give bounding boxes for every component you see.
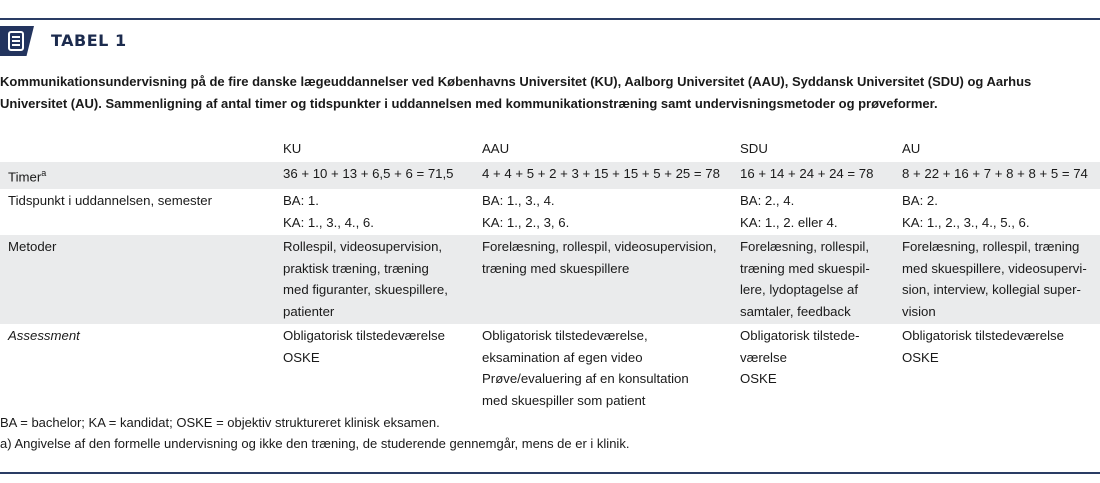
table-cell: Obligatorisk tilstedeværelse OSKE <box>275 324 474 413</box>
table-cell: 36 + 10 + 13 + 6,5 + 6 = 71,5 <box>275 162 474 190</box>
row-label: Metoder <box>0 235 275 324</box>
table-cell: Obligatorisk tilstede- værelse OSKE <box>732 324 894 413</box>
table-row-timer <box>0 162 1100 190</box>
table-cell: Obligatorisk tilstedeværelse, eksamination af egen video Prøve/evaluering af en konsultation med skuespiller som patient <box>474 324 732 413</box>
table-row-tidspunkt <box>0 189 1100 235</box>
table-label: TABEL 1 <box>51 31 127 50</box>
column-header-ku: KU <box>283 141 302 156</box>
table-cell: Forelæsning, rollespil, videosupervision, træning med skuespillere <box>474 235 732 324</box>
table-cell: 8 + 22 + 16 + 7 + 8 + 8 + 5 = 74 <box>894 162 1100 190</box>
table-cell: 16 + 14 + 24 + 24 = 78 <box>732 162 894 190</box>
table-cell: Forelæsning, rollespil, træning med skuespil- lere, lydoptagelse af samtaler, feedback <box>732 235 894 324</box>
table-cell: BA: 2., 4. KA: 1., 2. eller 4. <box>732 189 894 235</box>
row-label: Tidspunkt i uddannelsen, semester <box>0 189 275 235</box>
table-cell: BA: 2. KA: 1., 2., 3., 4., 5., 6. <box>894 189 1100 235</box>
column-header-sdu: SDU <box>740 141 768 156</box>
row-label: Timer$^a$ <box>0 162 275 190</box>
data-table <box>0 136 1100 413</box>
table-row-assessment <box>0 324 1100 413</box>
table-cell: Forelæsning, rollespil, træning med skuespillere, videosupervi- sion, interview, kollegial super- vision <box>894 235 1100 324</box>
column-header-empty <box>0 136 275 162</box>
table-cell: BA: 1., 3., 4. KA: 1., 2., 3, 6. <box>474 189 732 235</box>
document-list-icon <box>0 26 34 56</box>
table-caption: Kommunikationsundervisning på de fire danske lægeuddannelser ved Københavns Universitet (KU), Aalborg Universitet (AAU), Syddansk Universitet (SDU) og Aarhus Universitet (AU). Sammenligning af antal timer og tidspunkter i uddannelsen med kommunikationstræning samt undervisningsmetoder og prøveformer. <box>0 74 1032 111</box>
table-cell: Obligatorisk tilstedeværelse OSKE <box>894 324 1100 413</box>
table-header-row <box>0 136 1100 162</box>
table-cell: 4 + 4 + 5 + 2 + 3 + 15 + 15 + 5 + 25 = 78 <box>474 162 732 190</box>
table-cell: Rollespil, videosupervision, praktisk træning, træning med figuranter, skuespillere, patienter <box>275 235 474 324</box>
table-header <box>0 26 1100 56</box>
column-header-au: AU <box>902 141 921 156</box>
row-label: Assessment <box>0 324 275 413</box>
footnote-marker: a <box>41 167 47 178</box>
footnote-a: a) Angivelse af den formelle undervisning og ikke den træning, de studerende gennemgår, mens de er i klinik. <box>0 436 630 451</box>
column-header-aau: AAU <box>482 141 510 156</box>
table-cell: BA: 1. KA: 1., 3., 4., 6. <box>275 189 474 235</box>
footnote-abbreviations: BA = bachelor; KA = kandidat; OSKE = objektiv struktureret klinisk eksamen. <box>0 415 440 430</box>
footnotes <box>0 412 629 454</box>
bottom-rule <box>0 472 1100 474</box>
top-rule <box>0 18 1100 20</box>
table-row-metoder <box>0 235 1100 324</box>
